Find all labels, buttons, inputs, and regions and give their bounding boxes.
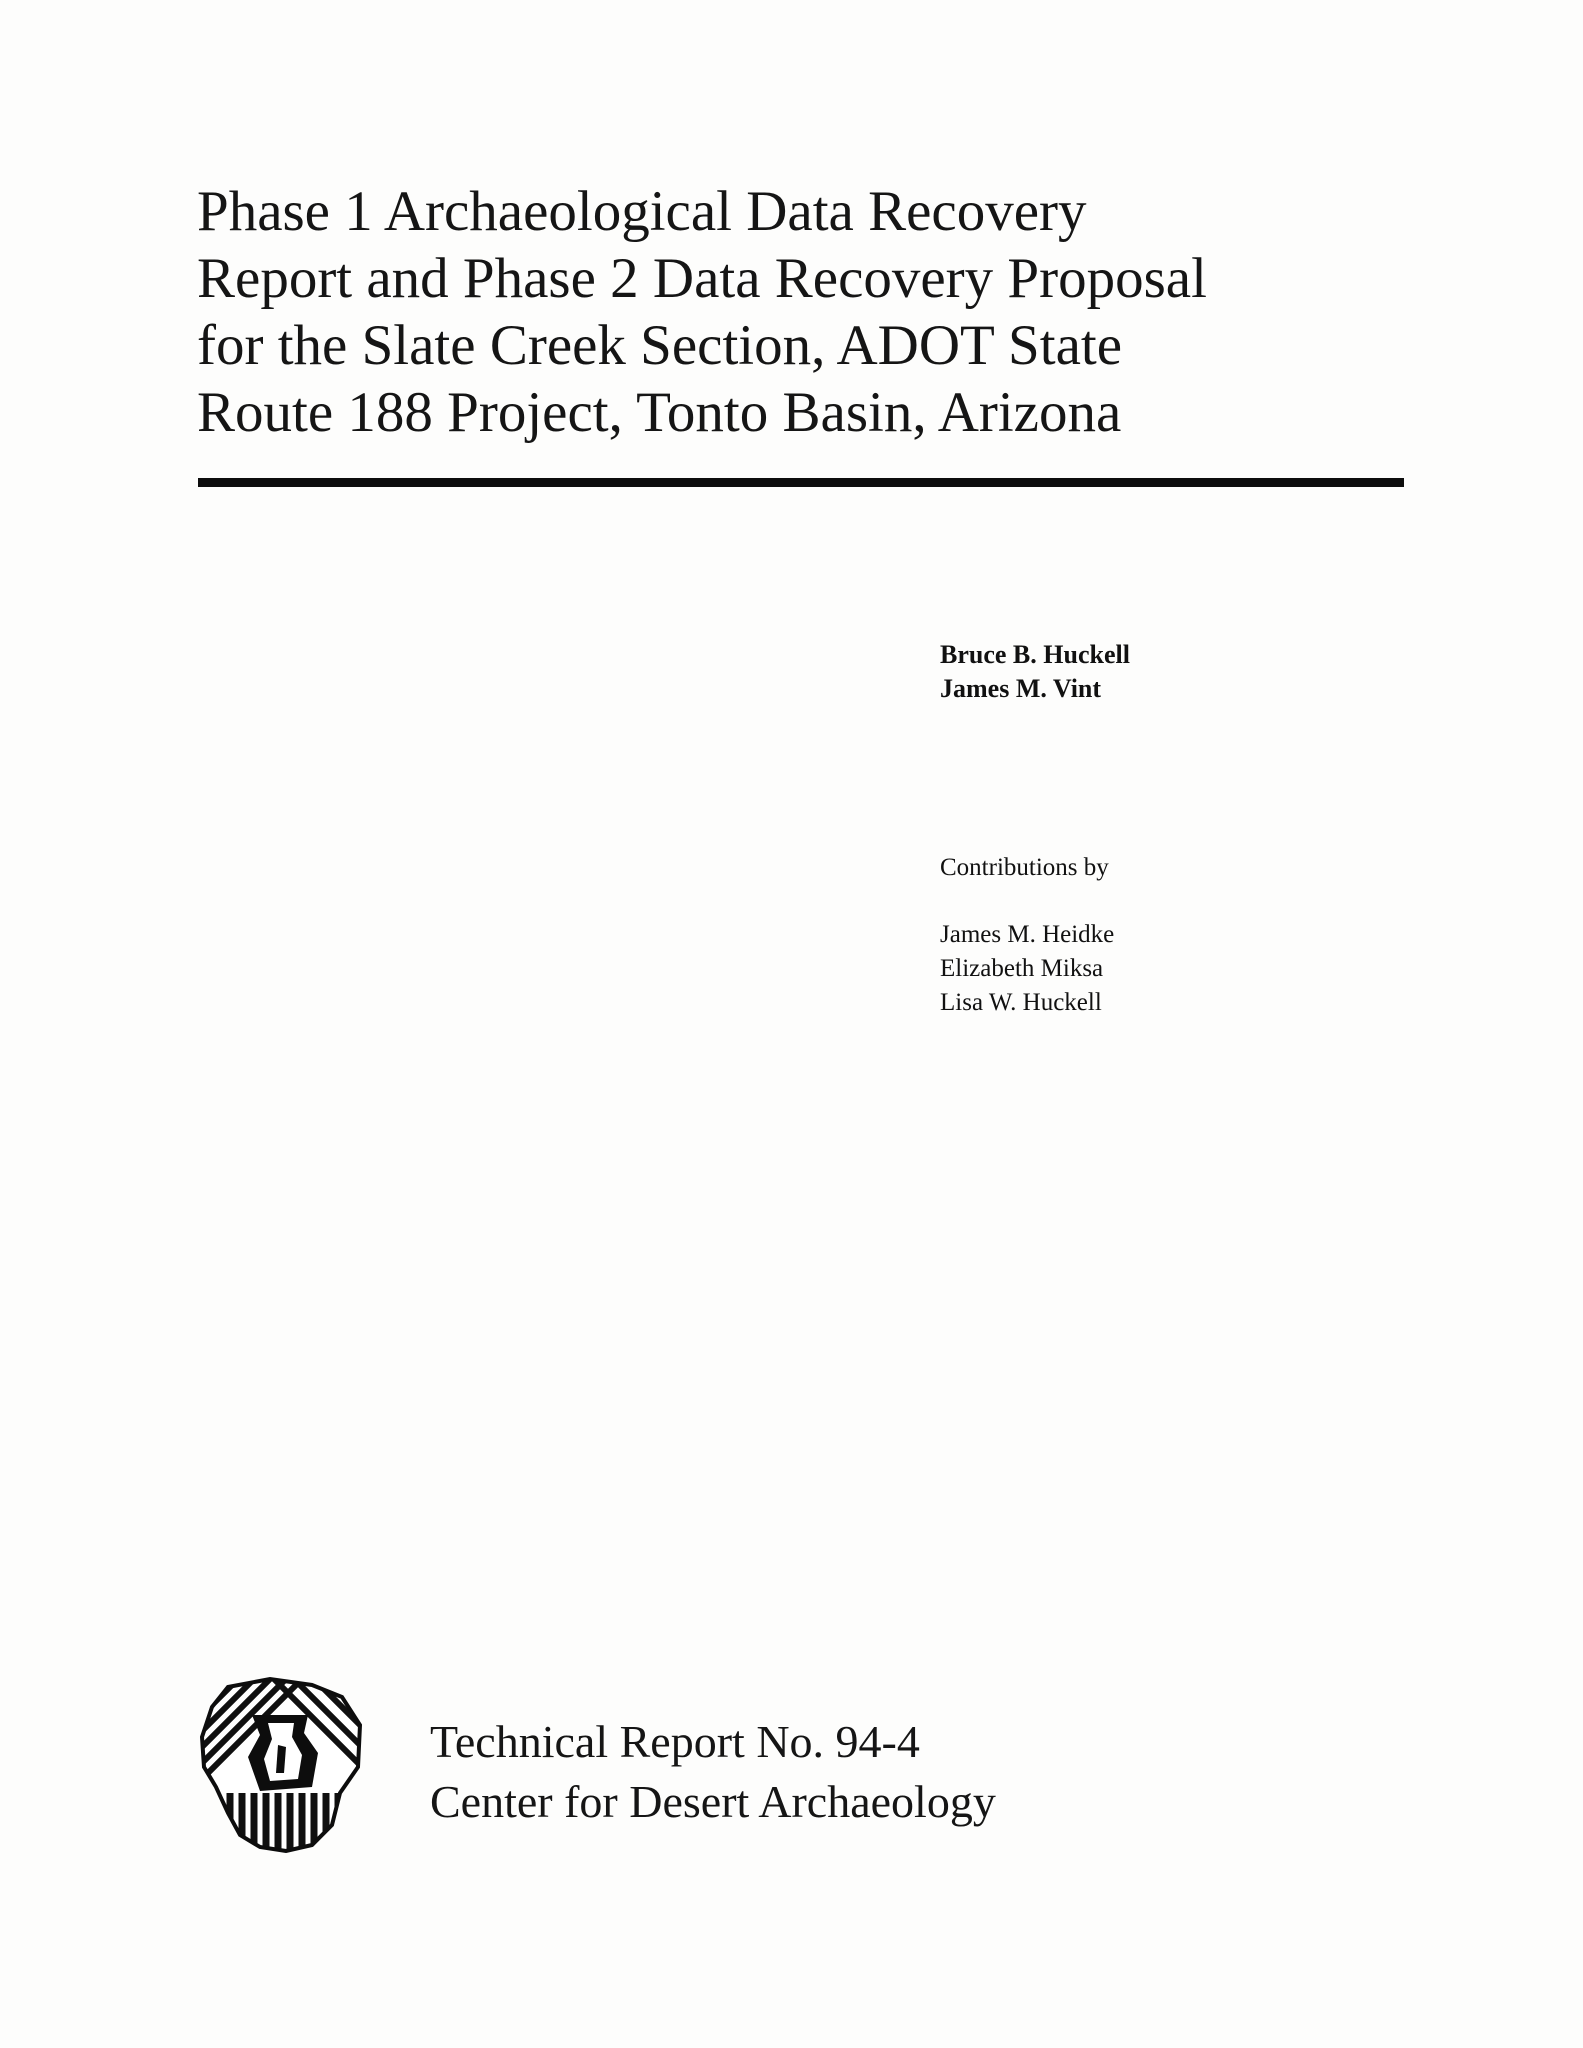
center-for-desert-archaeology-logo-icon (190, 1675, 372, 1853)
author-list (940, 638, 1130, 706)
report-number: Technical Report No. 94-4 (430, 1716, 920, 1767)
title-divider (198, 478, 1404, 487)
author-name: Bruce B. Huckell (940, 640, 1130, 669)
title-line: Route 188 Project, Tonto Basin, Arizona (197, 381, 1122, 444)
publisher-name: Center for Desert Archaeology (430, 1776, 996, 1827)
title-line: Phase 1 Archaeological Data Recovery (197, 180, 1087, 243)
author-name: James M. Vint (940, 674, 1102, 703)
contributor-name: James M. Heidke (940, 921, 1115, 948)
title-line: for the Slate Creek Section, ADOT State (197, 314, 1122, 377)
contributor-name: Lisa W. Huckell (940, 989, 1102, 1016)
contributions-heading: Contributions by (940, 854, 1109, 881)
report-info (430, 1712, 996, 1832)
document-title (197, 178, 1417, 446)
contributor-list (940, 918, 1114, 1020)
title-line: Report and Phase 2 Data Recovery Proposal (197, 247, 1207, 310)
contributor-name: Elizabeth Miksa (940, 955, 1104, 982)
